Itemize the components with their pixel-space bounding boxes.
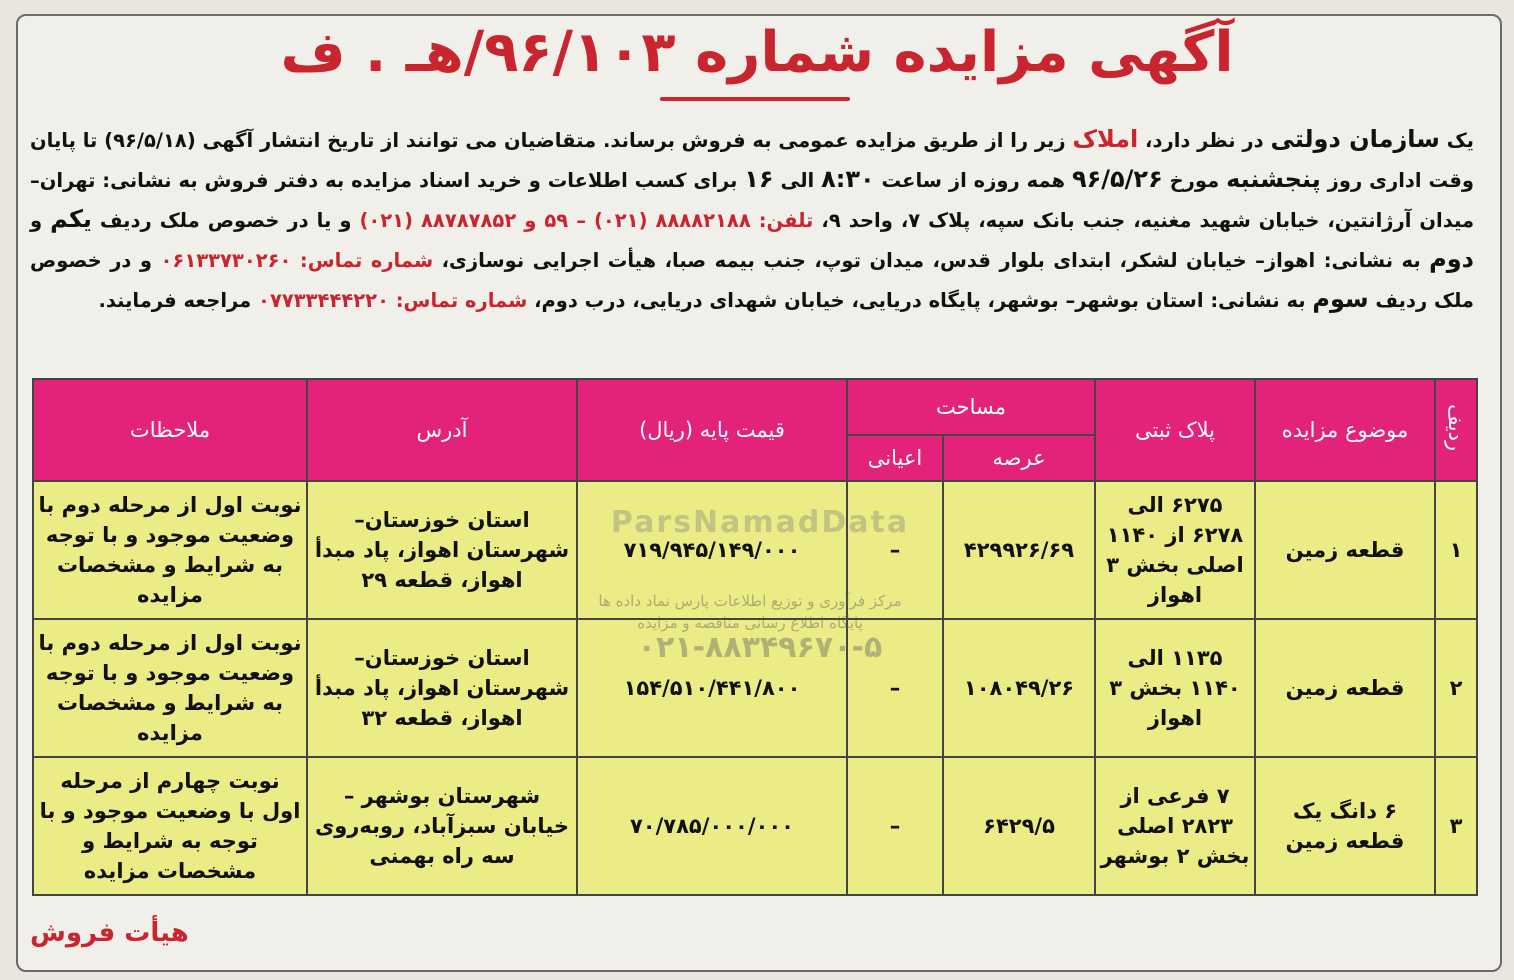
ahvaz-contact: شماره تماس: ۰۶۱۳۳۷۳۰۲۶۰ <box>160 249 434 272</box>
auction-table <box>32 378 1478 896</box>
org-name: سازمان دولتی <box>1270 125 1440 153</box>
bushehr-contact: شماره تماس: ۰۷۷۳۳۴۴۴۲۲۰ <box>258 289 528 312</box>
watermark-brand: ParsNamadData <box>610 505 910 540</box>
header-plate: پلاک ثبتی <box>1095 379 1255 481</box>
table-row: ۳ ۶ دانگ یک قطعه زمین ۷ فرعی از ۲۸۲۳ اصلی بخش ۲ بوشهر ۶۴۲۹/۵ – ۷۰/۷۸۵/۰۰۰/۰۰۰ شهرستان بوشهر – خیابان سبزآباد، روبه‌روی سه راه بهمنی نوبت چهارم از مرحله اول با وضعیت موجود و با توجه به شرایط و مشخصات مزایده <box>33 757 1477 895</box>
watermark-phone: ۰۲۱-۸۸۳۴۹۶۷۰-۵ <box>637 630 883 665</box>
header-row-number: ردیف <box>1435 379 1477 481</box>
tehran-phone: تلفن: ۸۸۸۸۲۱۸۸ (۰۲۱) – ۵۹ و ۸۸۷۸۷۸۵۲ (۰۲۱) <box>359 209 814 232</box>
header-land: عرصه <box>943 435 1095 481</box>
ad-title: آگهی مزایده شماره ۹۶/۱۰۳/هـ . ف <box>280 20 1234 85</box>
footer-signature: هیأت فروش <box>30 918 189 948</box>
header-building: اعیانی <box>847 435 943 481</box>
table-row: ۱ قطعه زمین ۶۲۷۵ الی ۶۲۷۸ از ۱۱۴۰ اصلی بخش ۳ اهواز ۴۲۹۹۲۶/۶۹ – ۷۱۹/۹۴۵/۱۴۹/۰۰۰ استان خوزستان– شهرستان اهواز، پاد مبدأ اهواز، قطعه ۲۹ نوبت اول از مرحله دوم با وضعیت موجود و با توجه به شرایط و مشخصات مزایده <box>33 481 1477 619</box>
header-notes: ملاحظات <box>33 379 307 481</box>
watermark-text: مرکز فرآوری و توزیع اطلاعات پارس نماد داده ها پایگاه اطلاع رسانی مناقصه و مزایده <box>598 592 902 632</box>
header-price: قیمت پایه (ریال) <box>577 379 847 481</box>
header-area: مساحت <box>847 379 1095 435</box>
title-underline <box>660 97 850 101</box>
header-subject: موضوع مزایده <box>1255 379 1435 481</box>
intro-paragraph: یک سازمان دولتی در نظر دارد، املاک زیر را از طریق مزایده عمومی به فروش برساند. متقاضیان می توانند از تاریخ انتشار آگهی (۹۶/۵/۱۸) تا پایان وقت اداری روز پنجشنبه مورخ ۹۶/۵/۲۶ همه روزه از ساعت ۸:۳۰ الی ۱۶ برای کسب اطلاعات و خرید اسناد مزایده به دفتر فروش به نشانی: تهران– میدان آرژانتین، خیابان شهید مغنیه، جنب بانک سپه، پلاک ۷، واحد ۹، تلفن: ۸۸۸۸۲۱۸۸ (۰۲۱) – ۵۹ و ۸۸۷۸۷۸۵۲ (۰۲۱) و یا در خصوص ملک ردیف یکم و دوم به نشانی: اهواز– خیابان لشکر، ابتدای بلوار قدس، میدان توپ، جنب بیمه صبا، هیأت اجرایی نوسازی، شماره تماس: ۰۶۱۳۳۷۳۰۲۶۰ و در خصوص ملک ردیف سوم به نشانی: استان بوشهر– بوشهر، پایگاه دریایی، خیابان شهدای دریایی، درب دوم، شماره تماس: ۰۷۷۳۳۴۴۴۲۲۰ مراجعه فرمایند. <box>30 125 1475 313</box>
deadline-date: ۹۶/۵/۲۶ <box>1071 165 1163 193</box>
header-address: آدرس <box>307 379 577 481</box>
table-row: ۲ قطعه زمین ۱۱۳۵ الی ۱۱۴۰ بخش ۳ اهواز ۱۰۸۰۴۹/۲۶ – ۱۵۴/۵۱۰/۴۴۱/۸۰۰ استان خوزستان– شهرستان اهواز، پاد مبدأ اهواز، قطعه ۳۲ نوبت اول از مرحله دوم با وضعیت موجود و با توجه به شرایط و مشخصات مزایده <box>33 619 1477 757</box>
amlak-word: املاک <box>1072 125 1139 153</box>
deadline-day: پنجشنبه <box>1226 165 1321 193</box>
